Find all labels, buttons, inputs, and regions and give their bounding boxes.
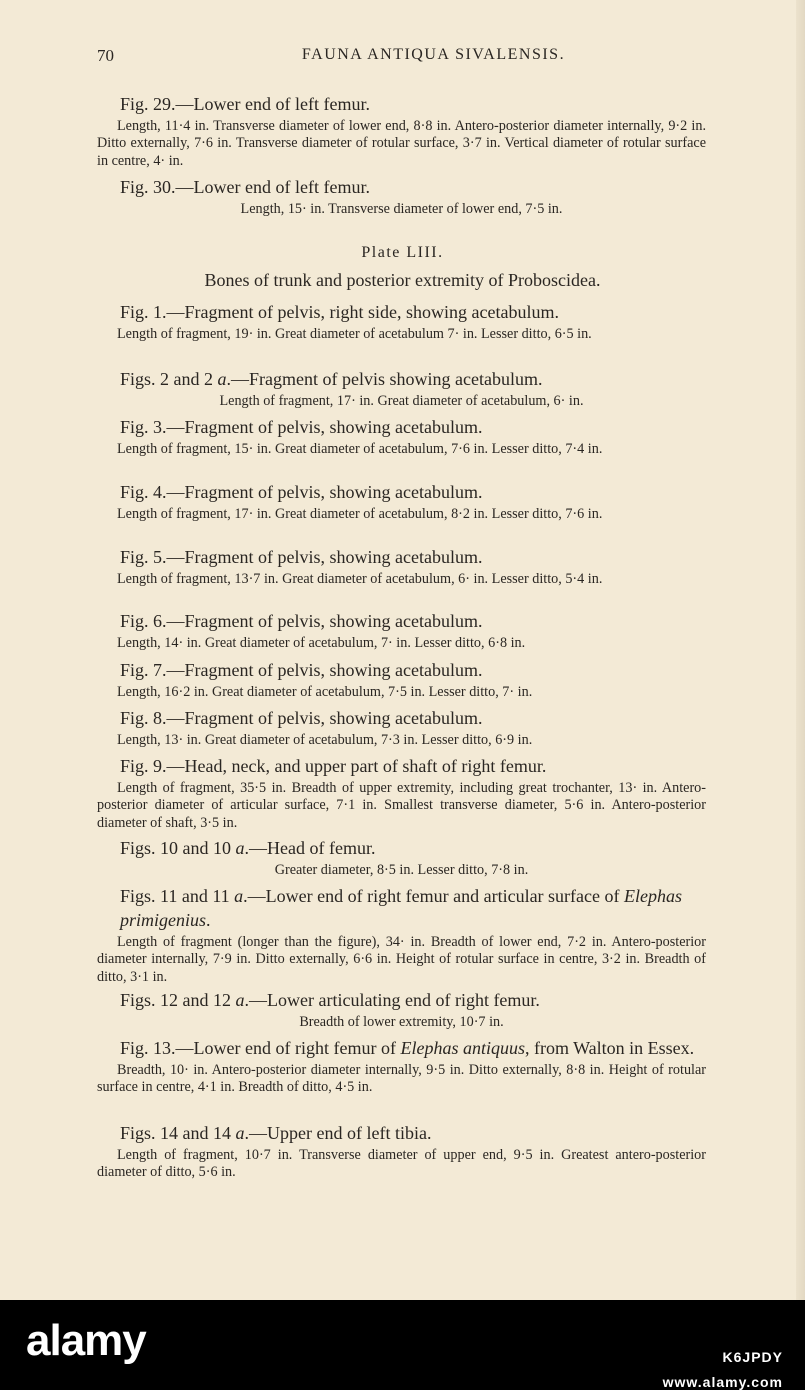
figure-entry: [97, 480, 706, 523]
figure-title: Fig. 13.—Lower end of right femur of Elephas antiquus, from Walton in Essex.: [120, 1038, 695, 1058]
figure-entry: [97, 609, 706, 652]
figure-title: Figs. 12 and 12 a.—Lower articulating end of right femur.: [120, 990, 540, 1010]
figure-title: Fig. 7.—Fragment of pelvis, showing acetabulum.: [120, 660, 483, 680]
figure-description: Length, 11·4 in. Transverse diameter of lower end, 8·8 in. Antero-posterior diameter internally, 9·2 in. Ditto externally, 7·6 in. Transverse diameter of rotular surface, 3·7 in. Vertical diameter of rotular surface in centre, 4· in.: [97, 118, 706, 169]
figure-description: Length of fragment, 17· in. Great diameter of acetabulum, 6· in.: [219, 393, 584, 409]
figure-entry: [97, 988, 706, 1031]
figure-description: Length, 16·2 in. Great diameter of acetabulum, 7·5 in. Lesser ditto, 7· in.: [117, 684, 533, 700]
running-head: FAUNA ANTIQUA SIVALENSIS.: [301, 46, 566, 63]
figure-entry: [97, 1036, 706, 1097]
page-edge: [796, 0, 805, 1300]
alamy-logo: alamy: [26, 1316, 146, 1365]
figure-title: Fig. 8.—Fragment of pelvis, showing acetabulum.: [120, 708, 483, 728]
figure-title: Figs. 2 and 2 a.—Fragment of pelvis showing acetabulum.: [120, 369, 543, 389]
figure-description: Breadth, 10· in. Antero-posterior diameter internally, 9·5 in. Ditto externally, 8·8 in. Height of rotular surface in centre, 4·1 in. Breadth of ditto, 4·5 in.: [97, 1062, 706, 1096]
figure-entry: [97, 884, 706, 986]
figure-title: Fig. 29.—Lower end of left femur.: [120, 94, 370, 114]
figure-description: Length of fragment (longer than the figure), 34· in. Breadth of lower end, 7·2 in. Antero-posterior diameter internally, 7·9 in. Ditto externally, 6·6 in. Height of rotular surface in centre, 3·2 in. Breadth of ditto, 3·1 in.: [97, 934, 706, 985]
page-number: 70: [97, 46, 114, 65]
plate-heading: Plate LIII.: [361, 244, 444, 261]
figure-entry: [97, 706, 706, 749]
figure-description: Breadth of lower extremity, 10·7 in.: [299, 1014, 504, 1030]
figure-description: Length of fragment, 15· in. Great diameter of acetabulum, 7·6 in. Lesser ditto, 7·4 in.: [117, 441, 603, 457]
figure-entry: [97, 658, 706, 701]
figure-entry: [97, 836, 706, 879]
figure-description: Length of fragment, 19· in. Great diameter of acetabulum 7· in. Lesser ditto, 6·5 in.: [117, 326, 592, 342]
site-url: www.alamy.com: [662, 1374, 783, 1390]
figure-title: Fig. 4.—Fragment of pelvis, showing acetabulum.: [120, 482, 483, 502]
figure-title: Fig. 9.—Head, neck, and upper part of shaft of right femur.: [120, 756, 547, 776]
figure-description: Length, 13· in. Great diameter of acetabulum, 7·3 in. Lesser ditto, 6·9 in.: [117, 732, 533, 748]
figure-description: Length of fragment, 35·5 in. Breadth of upper extremity, including great trochanter, 13· in. Antero-posterior diameter of articular surface, 7·1 in. Smallest transverse diameter, 5·6 in. Antero-posterior diameter of shaft, 3·5 in.: [97, 780, 706, 831]
figure-title: Fig. 5.—Fragment of pelvis, showing acetabulum.: [120, 547, 483, 567]
figure-title: Figs. 10 and 10 a.—Head of femur.: [120, 838, 376, 858]
plate-subtitle: Bones of trunk and posterior extremity of Proboscidea.: [204, 270, 601, 290]
figure-entry: [97, 367, 706, 410]
page-header: [97, 46, 730, 70]
figure-description: Greater diameter, 8·5 in. Lesser ditto, 7·8 in.: [274, 862, 529, 878]
figure-entry: [97, 754, 706, 832]
figure-description: Length of fragment, 17· in. Great diameter of acetabulum, 8·2 in. Lesser ditto, 7·6 in.: [117, 506, 603, 522]
figure-title: Fig. 30.—Lower end of left femur.: [120, 177, 370, 197]
image-id: K6JPDY: [722, 1349, 783, 1365]
figure-entry: [97, 175, 706, 218]
figure-title: Fig. 6.—Fragment of pelvis, showing acetabulum.: [120, 611, 483, 631]
figure-description: Length, 15· in. Transverse diameter of lower end, 7·5 in.: [240, 201, 563, 217]
figure-entry: [97, 92, 706, 170]
figure-title: Fig. 3.—Fragment of pelvis, showing acetabulum.: [120, 417, 483, 437]
figure-entry: [97, 415, 706, 458]
figure-title: Fig. 1.—Fragment of pelvis, right side, showing acetabulum.: [120, 302, 559, 322]
figure-description: Length of fragment, 10·7 in. Transverse diameter of upper end, 9·5 in. Greatest antero-posterior diameter of ditto, 5·6 in.: [97, 1147, 706, 1181]
figure-title: Figs. 14 and 14 a.—Upper end of left tibia.: [120, 1123, 432, 1143]
figure-entry: [97, 545, 706, 588]
figure-title: Figs. 11 and 11 a.—Lower end of right femur and articular surface of Elephas primigenius.: [120, 886, 683, 930]
figure-entry: [97, 1121, 706, 1182]
figure-description: Length, 14· in. Great diameter of acetabulum, 7· in. Lesser ditto, 6·8 in.: [117, 635, 526, 651]
figure-entry: [97, 300, 706, 343]
figure-description: Length of fragment, 13·7 in. Great diameter of acetabulum, 6· in. Lesser ditto, 5·4 in.: [117, 571, 603, 587]
